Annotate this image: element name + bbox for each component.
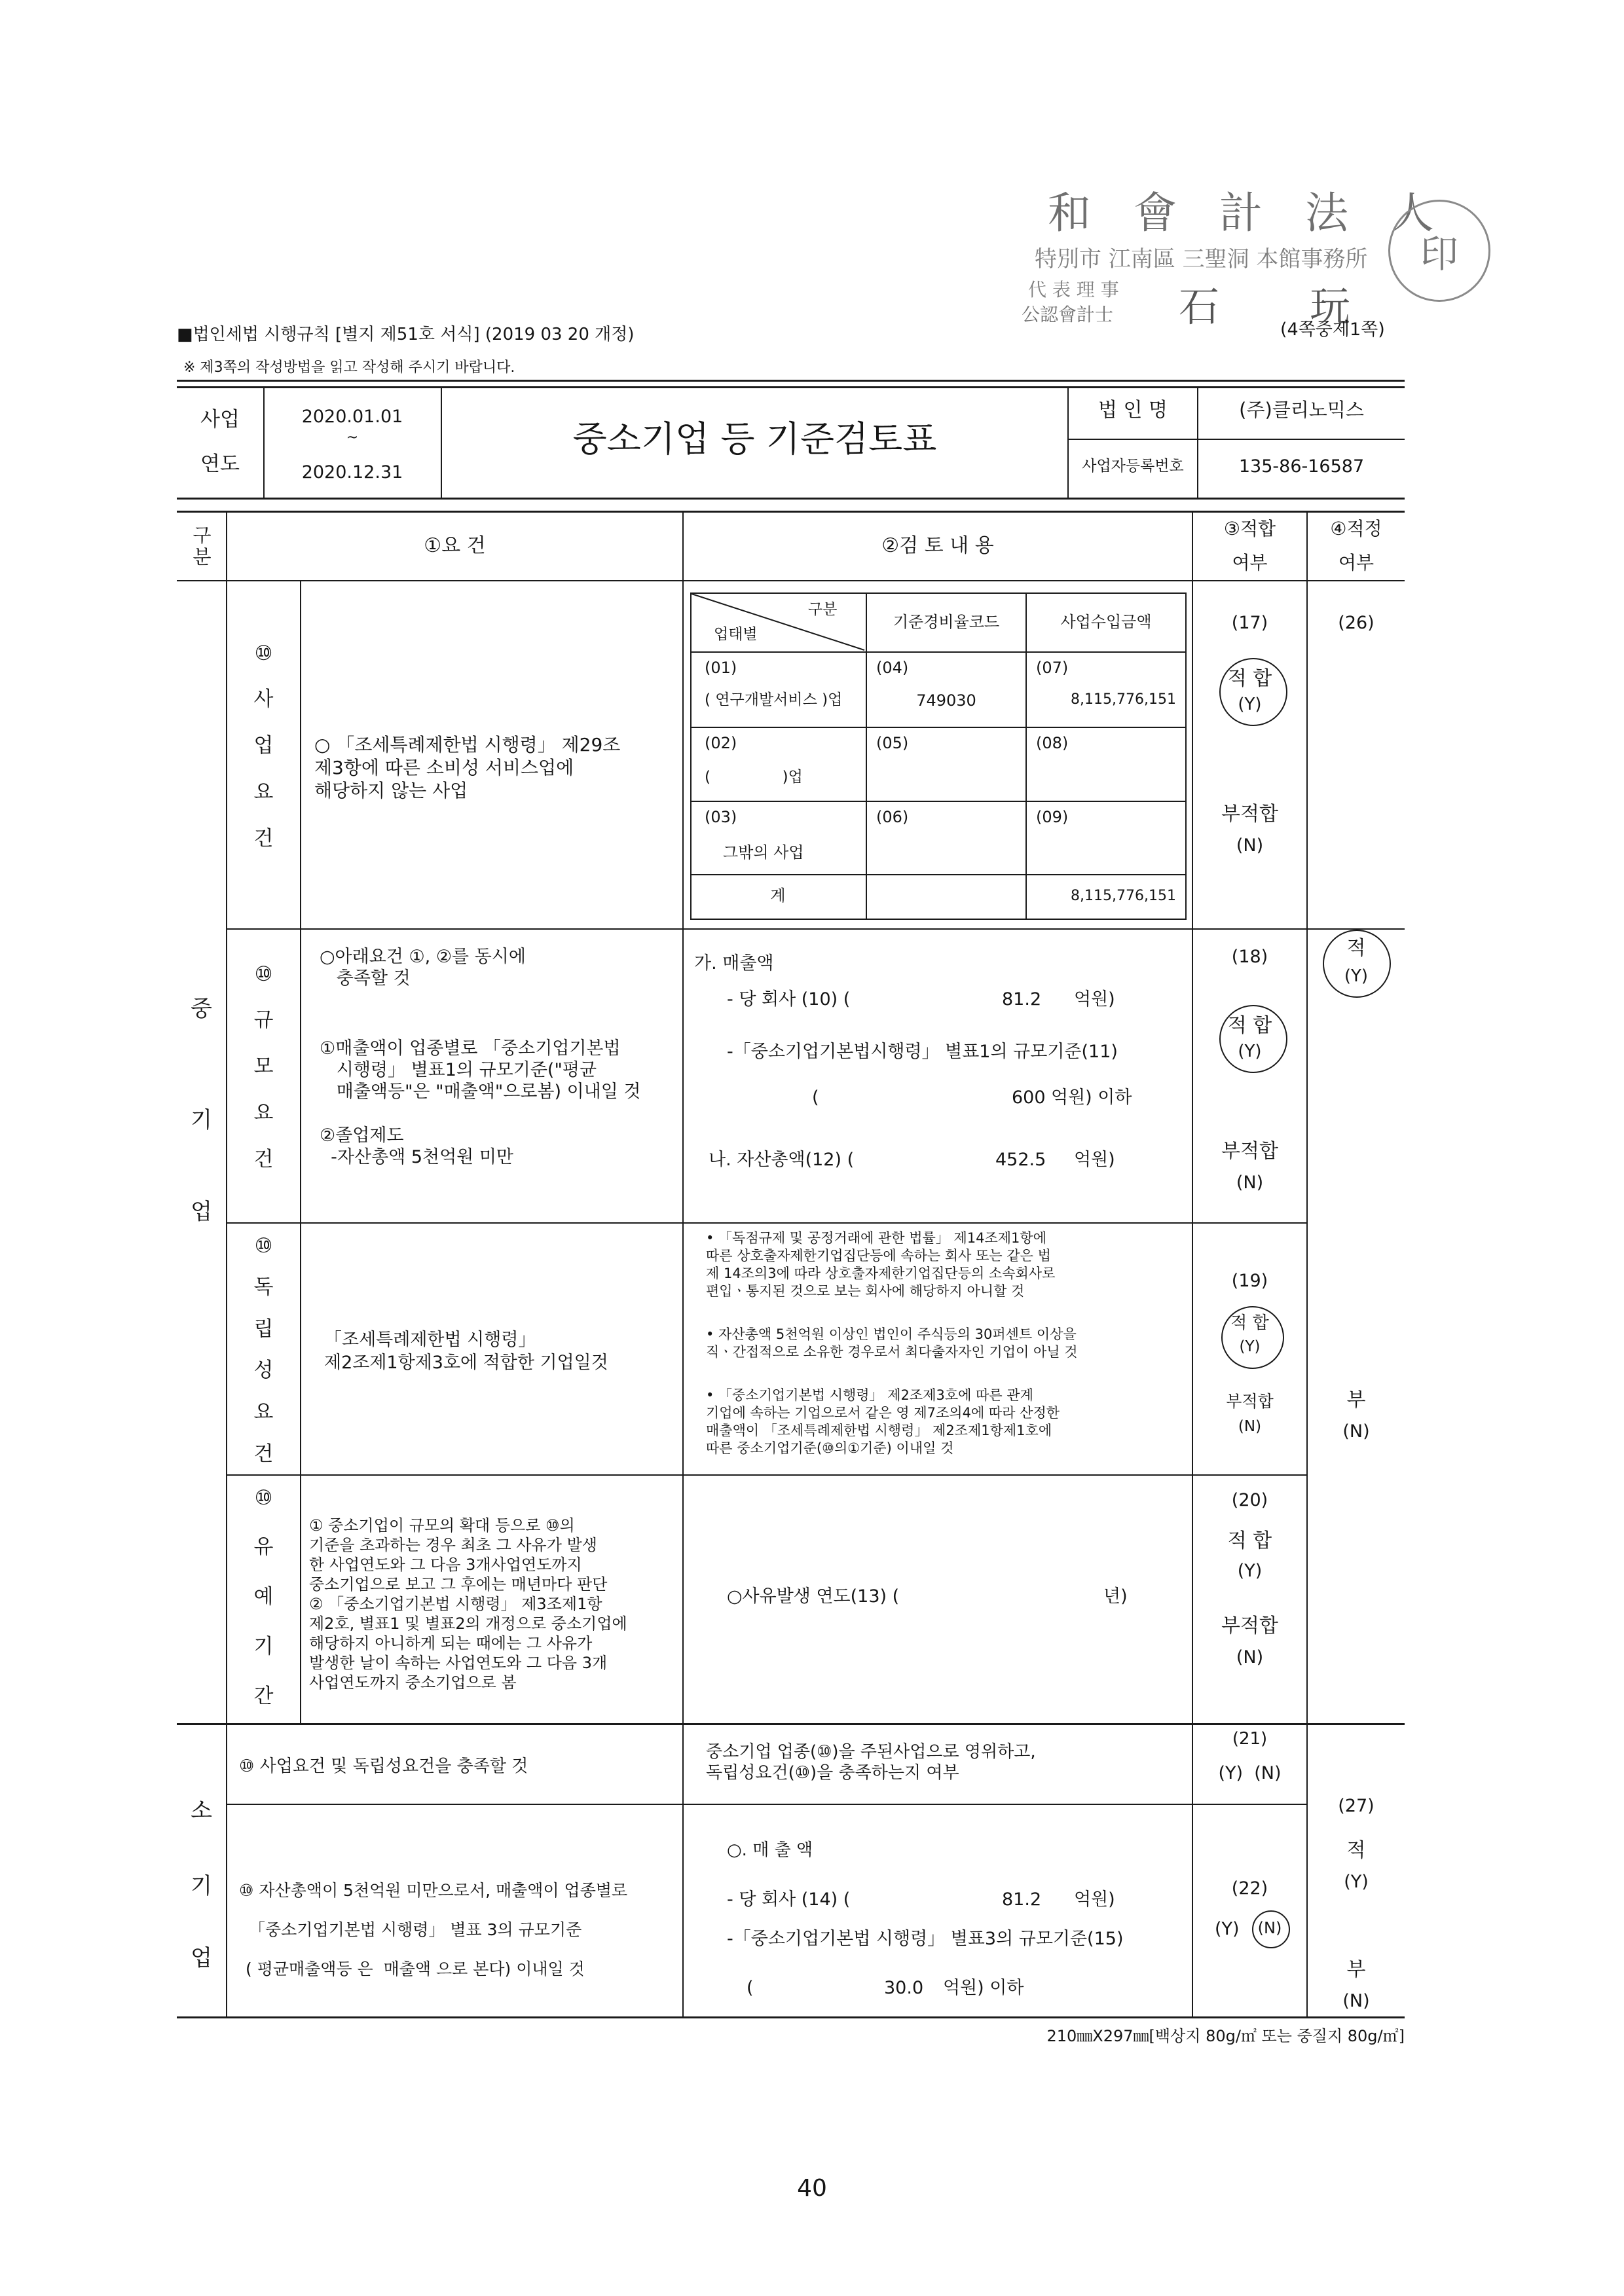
- scale-intro-2: 충족할 것: [320, 968, 411, 989]
- row1-amt-no: (07): [1036, 659, 1069, 677]
- scale-review-b-value: 452.5: [995, 1150, 1046, 1170]
- grace-fit-no-n: (N): [1236, 1647, 1264, 1667]
- seal-icon: [1388, 200, 1490, 302]
- row1-amount: 8,115,776,151: [1071, 691, 1176, 708]
- independence-label-c2: 립: [253, 1317, 274, 1341]
- scale-review-a1-unit: 억원): [1074, 989, 1115, 1010]
- row1-no: (01): [705, 659, 737, 677]
- small2-fit-n: (N): [1257, 1919, 1282, 1937]
- row1-code-no: (04): [876, 659, 909, 677]
- grace-req-3: 한 사업연도와 그 다음 3개사업연도까지: [309, 1556, 582, 1574]
- corp-name-label: 법 인 명: [1098, 399, 1168, 422]
- grace-req-9: 사업연도까지 중소기업으로 봄: [309, 1673, 517, 1692]
- grace-fit-no: (20): [1231, 1490, 1268, 1510]
- scale-review-a: 가. 매출액: [694, 953, 774, 974]
- small2-review-a3-unit: 억원) 이하: [943, 1978, 1024, 1998]
- independence-req-2: 제2조제1항제3호에 적합한 기업일것: [324, 1353, 608, 1373]
- total-amount: 8,115,776,151: [1071, 888, 1176, 904]
- overall-suit-yes-y: (Y): [1344, 966, 1369, 986]
- row1-code: 749030: [916, 691, 976, 710]
- scale-req1-line-2: 시행령」 별표1의 규모기준("평균: [320, 1060, 597, 1080]
- independence-label-c5: 건: [253, 1442, 274, 1466]
- row3-amt-no: (09): [1036, 808, 1069, 826]
- industry-header-gubun: 구분: [808, 601, 838, 618]
- row3-no: (03): [705, 808, 737, 826]
- col-suit-header-2: 여부: [1338, 552, 1375, 574]
- industry-header-type: 업태별: [714, 626, 758, 643]
- small2-review-a1-value: 81.2: [1002, 1889, 1042, 1910]
- business-fit-no-text: 부적합: [1221, 803, 1278, 826]
- grace-label: [227, 1486, 300, 1709]
- grace-label-c1: 유: [253, 1535, 274, 1559]
- grace-req-2: 기준을 초과하는 경우 최초 그 사유가 발생: [309, 1536, 597, 1554]
- independence-review-3-2: 기업에 속하는 기업으로서 같은 영 제7조의4에 따라 산정한: [706, 1405, 1060, 1421]
- scale-fit-no-n: (N): [1236, 1173, 1264, 1193]
- year-label-bottom: 연도: [200, 452, 240, 476]
- independence-review-3-1: • 「중소기업기본법 시행령」 제2조제3호에 따른 관계: [706, 1387, 1033, 1403]
- scale-req1-line-1: ①매출액이 업종별로 「중소기업기본법: [320, 1038, 621, 1059]
- grace-req-7: 해당하지 아니하게 되는 때에는 그 사유가: [309, 1634, 593, 1652]
- small2-review-a: ○. 매 출 액: [727, 1840, 813, 1860]
- col-suit-header-1: ④적정: [1330, 518, 1382, 539]
- small1-review-1: 중소기업 업종(⑩)을 주된사업으로 영위하고,: [706, 1742, 1036, 1762]
- industry-header-amount: 사업수입금액: [1060, 613, 1152, 631]
- small2-req-2: 「중소기업기본법 시행령」 별표 3의 규모기준: [249, 1920, 582, 1939]
- period-separator: ~: [346, 429, 359, 446]
- row2-code-no: (05): [876, 734, 909, 752]
- period-start: 2020.01.01: [301, 407, 403, 427]
- small1-requirement: ⑩ 사업요건 및 독립성요건을 충족할 것: [239, 1757, 528, 1776]
- business-label-c3: 요: [253, 780, 274, 804]
- section-jung-char-2: 기: [191, 1107, 212, 1133]
- small2-req-1: ⑩ 자산총액이 5천억원 미만으로서, 매출액이 업종별로: [239, 1881, 628, 1900]
- grace-fit-yes-y: (Y): [1237, 1561, 1263, 1581]
- independence-label-c4: 요: [253, 1400, 274, 1425]
- scale-intro-1: ○아래요건 ①, ②를 동시에: [320, 947, 526, 967]
- page-of-label: (4쪽중제1쪽): [1280, 319, 1385, 340]
- col-review-header: ②검 토 내 용: [881, 534, 994, 557]
- col-fit-header-2: 여부: [1232, 552, 1268, 574]
- scale-review-a1-value: 81.2: [1002, 989, 1042, 1010]
- business-fit-yes: 적 합: [1227, 667, 1272, 690]
- header-rule: [177, 380, 1405, 382]
- independence-fit-yes-y: (Y): [1239, 1338, 1261, 1355]
- col-gubun-header: [177, 513, 226, 580]
- independence-fit-yes: 적 합: [1230, 1313, 1269, 1333]
- scale-label-c0: ⑩: [254, 962, 273, 986]
- scale-review-a3-unit: 억원) 이하: [1051, 1087, 1132, 1108]
- col-fit-header-1: ③적합: [1223, 518, 1276, 539]
- small2-fit-no: (22): [1231, 1878, 1268, 1899]
- scale-review-b: 나. 자산총액(12) (: [709, 1150, 855, 1170]
- col-gubun-text: 구분: [190, 524, 212, 568]
- independence-review-1-2: 따른 상호출자제한기업집단등에 속하는 회사 또는 같은 법: [706, 1248, 1051, 1264]
- row3-name: 그밖의 사업: [723, 843, 804, 862]
- small2-review-a2: -「중소기업기본법 시행령」 별표3의 규모기준(15): [727, 1929, 1124, 1949]
- small2-review-a1: - 당 회사 (14) (: [727, 1889, 851, 1910]
- small2-suit-no: (27): [1338, 1796, 1375, 1816]
- grace-fit-no-text: 부적합: [1221, 1614, 1278, 1637]
- scale-fit-yes-y: (Y): [1238, 1042, 1262, 1061]
- scale-review-b-unit: 억원): [1074, 1150, 1115, 1170]
- business-fit-no-n: (N): [1236, 835, 1264, 856]
- small2-suit-no-text: 부: [1346, 1958, 1366, 1981]
- scale-label-c1: 규: [253, 1008, 274, 1032]
- business-fit-yes-y: (Y): [1238, 695, 1262, 714]
- small2-fit-y: (Y): [1215, 1919, 1240, 1939]
- small2-suit-yes-y: (Y): [1344, 1872, 1369, 1892]
- biz-no-label: 사업자등록번호: [1082, 458, 1184, 475]
- row2-name: ( )업: [705, 769, 803, 786]
- small2-review-a3-value: 30.0: [884, 1978, 924, 1998]
- scale-req2-line-1: ②졸업제도: [320, 1125, 404, 1146]
- scale-req2-line-2: -자산총액 5천억원 미만: [320, 1147, 513, 1167]
- scale-label: [227, 962, 300, 1172]
- independence-review-1-3: 제 14조의3에 따라 상호출자제한기업집단등의 소속회사로: [706, 1266, 1056, 1281]
- independence-review-2-2: 직ㆍ간접적으로 소유한 경우로서 최다출자자인 기업이 아닐 것: [706, 1344, 1078, 1360]
- scale-label-c3: 요: [253, 1101, 274, 1125]
- grace-label-c4: 간: [253, 1685, 274, 1708]
- paper-spec: 210㎜X297㎜[백상지 80g/㎡ 또는 중질지 80g/㎡]: [1046, 2027, 1405, 2045]
- scale-fit-yes: 적 합: [1227, 1014, 1272, 1037]
- overall-suit-yes: 적: [1346, 937, 1366, 960]
- independence-suit-no-n: (N): [1342, 1421, 1370, 1442]
- grace-req-5: ② 「중소기업기본법 시행령」 제3조제1항: [309, 1595, 602, 1613]
- scale-review-a3-open: (: [812, 1087, 819, 1108]
- grace-label-c2: 예: [253, 1585, 274, 1609]
- independence-fit-no-n: (N): [1238, 1418, 1262, 1435]
- business-label: [227, 642, 300, 851]
- industry-table: [690, 592, 1187, 920]
- scale-review-a3-value: 600: [1012, 1087, 1046, 1108]
- grace-label-c3: 기: [253, 1635, 274, 1658]
- independence-label-c0: ⑩: [254, 1234, 273, 1258]
- independence-label-c3: 성: [253, 1358, 274, 1383]
- scale-review-a2: -「중소기업기본법시행령」 별표1의 규모기준(11): [727, 1042, 1118, 1062]
- independence-review-1-4: 편입ㆍ통지된 것으로 보는 회사에 해당하지 아니할 것: [706, 1283, 1025, 1299]
- grace-req-8: 발생한 날이 속하는 사업연도와 그 다음 3개: [309, 1654, 608, 1672]
- small2-review-a1-unit: 억원): [1074, 1889, 1115, 1910]
- independence-label-c1: 독: [253, 1275, 274, 1299]
- independence-fit-no-text: 부적합: [1226, 1392, 1274, 1411]
- business-label-c1: 사: [253, 687, 274, 711]
- scale-req1-line-3: 매출액등"은 "매출액"으로봄) 이내일 것: [320, 1082, 641, 1102]
- business-label-c2: 업: [253, 734, 274, 757]
- stamp-firm-name: 和 會 計 法 人: [1048, 188, 1449, 238]
- scale-label-c2: 모: [253, 1055, 274, 1078]
- business-label-c0: ⑩: [254, 642, 273, 665]
- section-so-char-2: 기: [191, 1873, 212, 1899]
- section-jung-char-3: 업: [191, 1199, 212, 1225]
- corp-name-value: (주)클리노믹스: [1239, 399, 1364, 421]
- independence-suit-no-text: 부: [1346, 1389, 1366, 1412]
- grace-review: ○사유발생 연도(13) (: [727, 1586, 900, 1607]
- business-req-line-2: 제3항에 따른 소비성 서비스업에: [314, 757, 574, 778]
- form-title: 중소기업 등 기준검토표: [572, 418, 937, 460]
- industry-header-code: 기준경비율코드: [893, 613, 1000, 631]
- business-fit-no: (17): [1231, 613, 1268, 633]
- independence-review-3-3: 매출액이 「조세특례제한법 시행령」 제2조제1항제1호에: [706, 1423, 1052, 1438]
- independence-review-3-4: 따른 중소기업기준(⑩의①기준) 이내일 것: [706, 1440, 954, 1456]
- grace-label-c0: ⑩: [254, 1486, 273, 1510]
- grace-req-6: 제2호, 별표1 및 별표2의 개정으로 중소기업에: [309, 1614, 627, 1633]
- business-req-line-3: 해당하지 않는 사업: [314, 780, 468, 801]
- section-so-char-3: 업: [191, 1945, 212, 1971]
- business-suit-no: (26): [1338, 613, 1375, 633]
- page-number: 40: [797, 2175, 827, 2202]
- independence-review-1-1: • 「독점규제 및 공정거래에 관한 법률」 제14조제1항에: [706, 1230, 1046, 1246]
- total-label: 계: [770, 886, 786, 905]
- business-label-c4: 건: [253, 827, 274, 850]
- independence-fit-no: (19): [1231, 1271, 1268, 1291]
- biz-no-value: 135-86-16587: [1238, 456, 1365, 477]
- small2-req-3: ( 평균매출액등 은 매출액 으로 본다) 이내일 것: [246, 1959, 585, 1978]
- accounting-firm-stamp: [1022, 187, 1493, 337]
- small2-suit-yes: 적: [1346, 1839, 1366, 1862]
- grace-fit-yes: 적 합: [1227, 1529, 1272, 1552]
- independence-label: [227, 1234, 300, 1467]
- row2-no: (02): [705, 734, 737, 752]
- scale-fit-no: (18): [1231, 947, 1268, 967]
- small1-fit-yn: (Y) (N): [1218, 1763, 1282, 1783]
- scale-label-c4: 건: [253, 1148, 274, 1171]
- period-end: 2020.12.31: [301, 462, 403, 483]
- independence-req-1: 「조세특례제한법 시행령」: [324, 1330, 536, 1350]
- row2-amt-no: (08): [1036, 734, 1069, 752]
- small1-review-2: 독립성요건(⑩)을 충족하는지 여부: [706, 1763, 959, 1783]
- seal-text: 印: [1420, 232, 1458, 276]
- section-so-char-1: 소: [191, 1798, 212, 1824]
- stamp-address: 特別市 江南區 三聖洞 本館事務所: [1035, 246, 1368, 272]
- stamp-rep-title: 代 表 理 事: [1028, 279, 1119, 301]
- row1-name: ( 연구개발서비스 )업: [705, 691, 843, 708]
- stamp-cpa-title: 公認會計士: [1022, 304, 1114, 325]
- scale-review-a1: - 당 회사 (10) (: [727, 989, 851, 1010]
- section-jung-char-1: 중: [191, 996, 212, 1022]
- stamp-name-2: 玩: [1310, 283, 1351, 331]
- small2-review-a3-open: (: [747, 1978, 754, 1998]
- small2-suit-no-n: (N): [1342, 1991, 1370, 2011]
- business-req-line-1: ○ 「조세특례제한법 시행령」 제29조: [314, 734, 621, 756]
- instruction-note: ※ 제3쪽의 작성방법을 읽고 작성해 주시기 바랍니다.: [183, 359, 515, 376]
- col-requirement-header: ①요 건: [424, 534, 486, 557]
- stamp-name-1: 石: [1179, 283, 1220, 331]
- small1-fit-no: (21): [1232, 1729, 1268, 1749]
- independence-review-2-1: • 자산총액 5천억원 이상인 법인이 주식등의 30퍼센트 이상을: [706, 1326, 1077, 1342]
- grace-review-close: 년): [1103, 1586, 1128, 1607]
- scale-fit-no-text: 부적합: [1221, 1140, 1278, 1163]
- year-label-top: 사업: [200, 408, 240, 431]
- form-reference: ■법인세법 시행규칙 [별지 제51호 서식] (2019 03 20 개정): [177, 325, 635, 344]
- row3-code-no: (06): [876, 808, 909, 826]
- grace-req-4: 중소기업으로 보고 그 후에는 매년마다 판단: [309, 1575, 608, 1594]
- grace-req-1: ① 중소기업이 규모의 확대 등으로 ⑩의: [309, 1516, 575, 1535]
